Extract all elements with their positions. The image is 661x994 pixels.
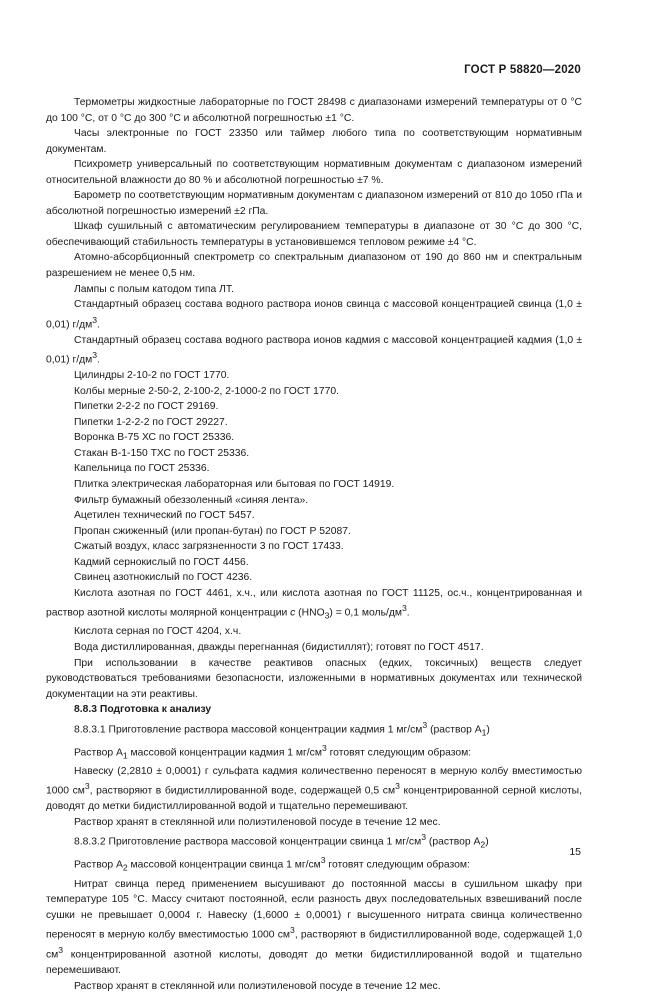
document-body — [46, 95, 582, 994]
paragraph: Раствор $А_2$ массовой концентрации свинца 1 $мг/см^3$ готовят следующим образом: — [74, 855, 470, 873]
page-number: 15 — [569, 846, 581, 858]
paragraph: Пипетки 2-2-2 по ГОСТ 29169. — [74, 401, 219, 413]
paragraph: Свинец азотнокислый по ГОСТ 4236. — [74, 572, 253, 584]
document-header: ГОСТ Р 58820—2020 — [464, 64, 581, 76]
paragraph: Сжатый воздух, класс загрязненности 3 по ГОСТ 17433. — [74, 541, 344, 553]
paragraph: Психрометр универсальный по соответствующим нормативным документам с диапазоном измерений относительной влажности до 80 % и абсолютной погрешностью ±7 %. — [46, 159, 582, 186]
paragraph: Кадмий сернокислый по ГОСТ 4456. — [74, 556, 249, 568]
paragraph: Барометр по соответствующим нормативным документам с диапазоном измерений от 810 до 1050 гПа и абсолютной погрешностью измерений ±2 гПа. — [46, 190, 582, 217]
paragraph: Капельница по ГОСТ 25336. — [74, 463, 210, 475]
paragraph: Стакан В-1-150 ТХС по ГОСТ 25336. — [74, 447, 250, 459]
paragraph: Стандартный образец состава водного раствора ионов кадмия с массовой концентрацией кадмия (1,0 ± 0,01) $г/дм^3$. — [46, 334, 582, 366]
paragraph: Фильтр бумажный обеззоленный «синяя лента». — [74, 494, 309, 506]
paragraph: Пропан сжиженный (или пропан-бутан) по ГОСТ Р 52087. — [74, 525, 351, 537]
paragraph: Кислота азотная по ГОСТ 4461, х.ч., или кислота азотная по ГОСТ 11125, ос.ч., концентрированная и раствор азотной кислоты молярной концентрации c $(HNO_3) = 0,1$ моль/$дм^3$. — [46, 587, 582, 621]
paragraph: Раствор $А_1$ массовой концентрации кадмия 1 $мг/см^3$ готовят следующим образом: — [74, 742, 472, 761]
section-heading: 8.8.3 Подготовка к анализу — [74, 704, 212, 716]
paragraph: Ацетилен технический по ГОСТ 5457. — [74, 510, 255, 522]
paragraph: Навеску (2,2810 ± 0,0001) г сульфата кадмия количественно переносят в мерную колбу вместимостью 1000 $см^3$, растворяют в бидистиллированной воде, содержащей 0,5 $см^3$ концентрированной серной кислоты, доводят до метки бидистиллированной водой и тщательно перемешивают. — [46, 765, 582, 813]
paragraph: Нитрат свинца перед применением высушивают до постоянной массы в сушильном шкафу при температуре 105 °С. Массу считают постоянной, если разность двух последовательных взвешиваний после сушки не превышает 0,0004 г. Навеску (1,6000 ± 0,0001) г высушенного нитрата свинца количественно переносят в мерную колбу вместимостью 1000 $см^3$, растворяют в бидистиллированной воде, содержащей 1,0 $см^3$ концентрированной азотной кислоты, доводят до метки бидистиллированной водой и тщательно перемешивают. — [46, 878, 582, 977]
paragraph: 8.8.3.2 Приготовление раствора массовой концентрации свинца 1 $мг/см^3$ (раствор $А_2$) — [74, 832, 489, 850]
paragraph: Колбы мерные 2-50-2, 2-100-2, 2-1000-2 по ГОСТ 1770. — [74, 385, 340, 397]
paragraph: Термометры жидкостные лабораторные по ГОСТ 28498 с диапазонами измерений температуры от 0 °С до 100 °С, от 0 °С до 300 °С и абсолютной погрешностью ±1 °С. — [46, 97, 582, 124]
paragraph: Кислота серная по ГОСТ 4204, х.ч. — [74, 626, 242, 638]
paragraph: Раствор хранят в стеклянной или полиэтиленовой посуде в течение 12 мес. — [74, 980, 441, 992]
paragraph: Воронка В-75 ХС по ГОСТ 25336. — [74, 432, 235, 444]
paragraph: При использовании в качестве реактивов опасных (едких, токсичных) веществ следует руководствоваться требованиями безопасности, изложенными в нормативных документах или технической документации на эти реактивы. — [46, 657, 582, 700]
paragraph: Вода дистиллированная, дважды перегнанная (бидистиллят); готовят по ГОСТ 4517. — [74, 641, 484, 653]
paragraph: 8.8.3.1 Приготовление раствора массовой концентрации кадмия 1 $мг/см^3$ (раствор $А_1$) — [74, 719, 490, 738]
paragraph: Шкаф сушильный с автоматическим регулированием температуры в диапазоне от 30 °С до 300 °С, обеспечивающий стабильность температуры в установившемся тепловом режиме ±4 °С. — [46, 221, 582, 248]
paragraph: Атомно-абсорбционный спектрометр со спектральным диапазоном от 190 до 860 нм и спектральным разрешением не менее 0,5 нм. — [46, 252, 582, 280]
paragraph: Плитка электрическая лабораторная или бытовая по ГОСТ 14919. — [74, 479, 395, 490]
paragraph: Цилиндры 2-10-2 по ГОСТ 1770. — [74, 370, 230, 382]
paragraph: Лампы с полым катодом типа ЛТ. — [74, 283, 234, 295]
paragraph: Пипетки 1-2-2-2 по ГОСТ 29227. — [74, 416, 228, 428]
paragraph: Раствор хранят в стеклянной или полиэтиленовой посуде в течение 12 мес. — [74, 816, 441, 828]
paragraph: Стандартный образец состава водного раствора ионов свинца с массовой концентрацией свинца (1,0 ± 0,01) $г/дм^3$. — [46, 299, 582, 331]
paragraph: Часы электронные по ГОСТ 23350 или таймер любого типа по соответствующим нормативным документам. — [46, 128, 582, 155]
